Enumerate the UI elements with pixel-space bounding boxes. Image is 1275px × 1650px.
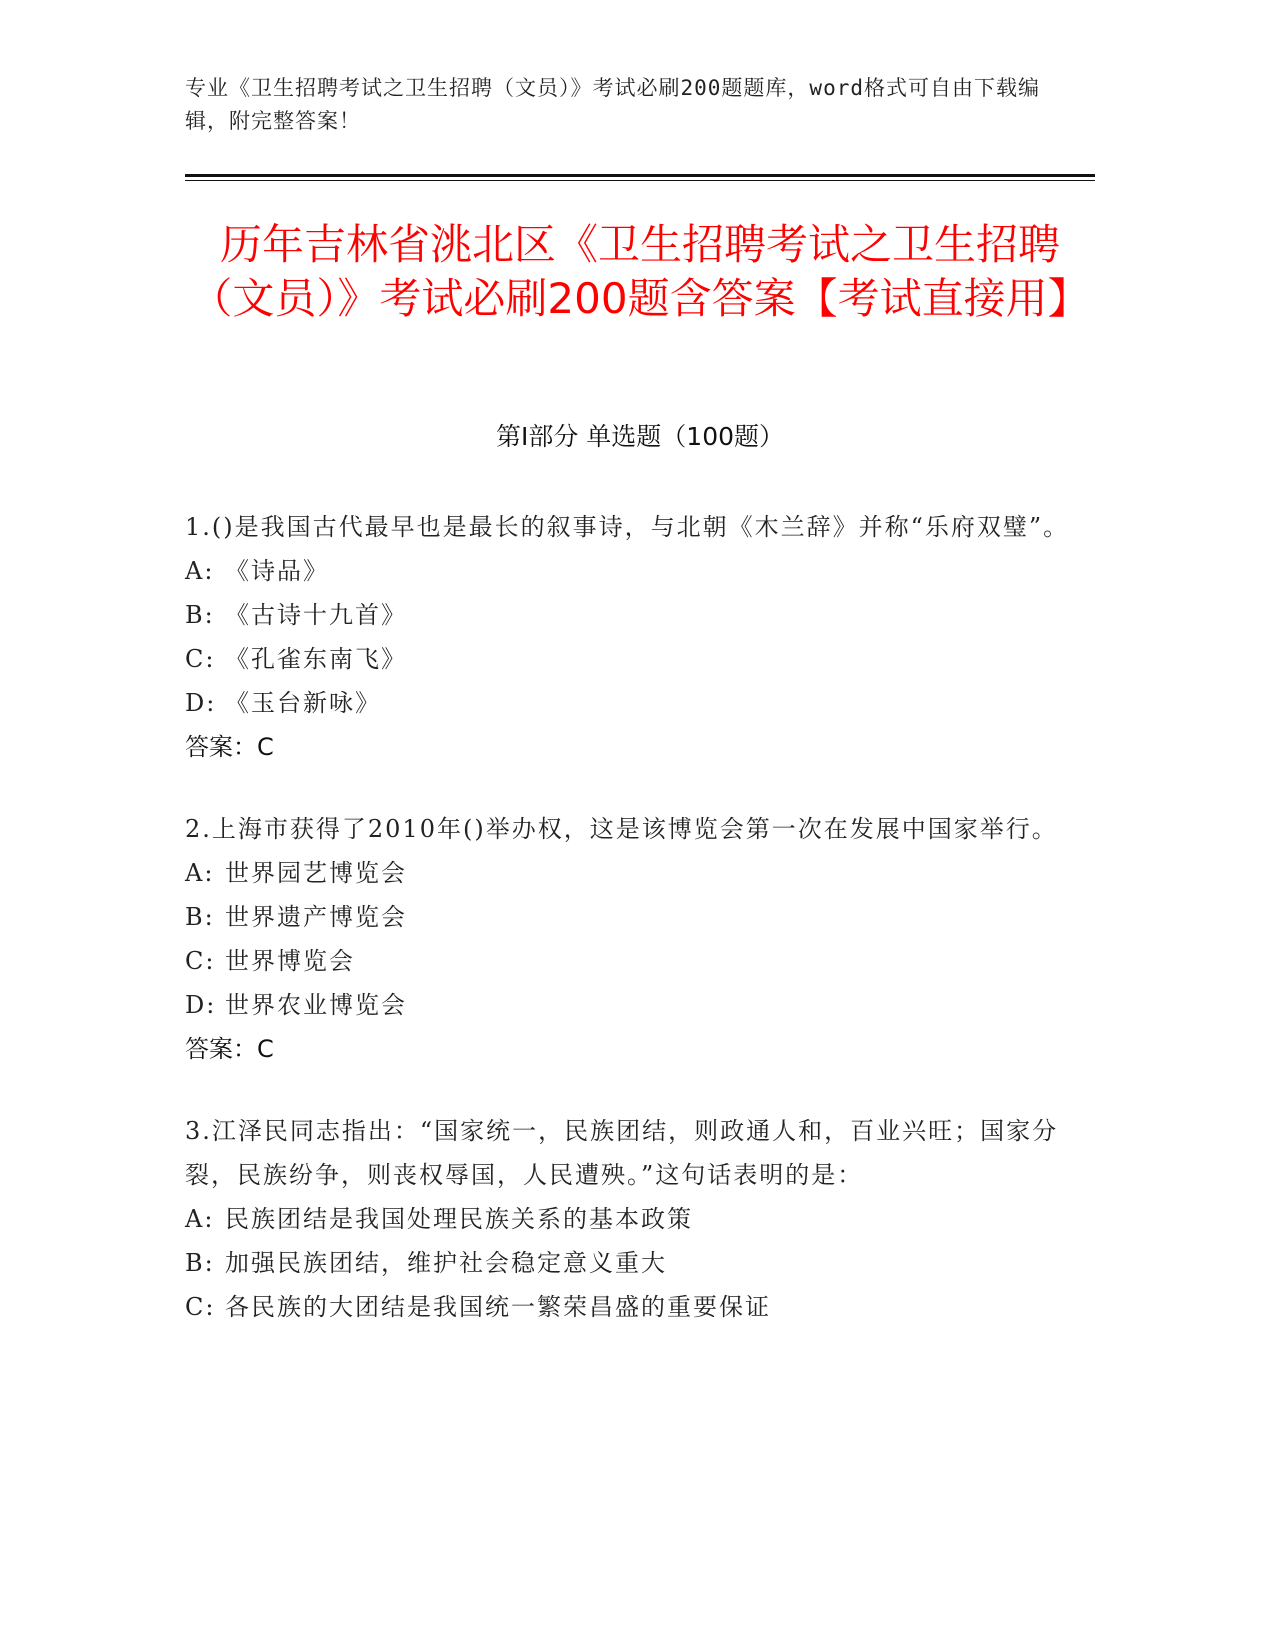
option-text: 《诗品》 [225,557,329,585]
answer-line: 答案：C [185,733,274,761]
section-title: 第I部分 单选题（100题） [495,422,785,451]
option-text: 加强民族团结，维护社会稳定意义重大 [225,1249,667,1277]
question-2 [185,807,1085,1071]
option-key: D: [185,689,217,717]
option-key: C: [185,1293,216,1321]
option-key: A: [185,1205,215,1233]
option-key: B: [185,601,215,629]
option-c [185,939,1085,983]
option-key: C: [185,645,216,673]
option-c [185,1285,1085,1329]
option-key: C: [185,947,216,975]
option-key: A: [185,557,215,585]
option-text: 《孔雀东南飞》 [225,645,407,673]
document-title: 历年吉林省洮北区《卫生招聘考试之卫生招聘（文员）》考试必刷200题含答案【考试直接用】 [190,220,1090,323]
option-a [185,549,1085,593]
question-stem: 3.江泽民同志指出：“国家统一，民族团结，则政通人和，百业兴旺；国家分裂，民族纷争，则丧权辱国，人民遭殃。”这句话表明的是： [185,1117,1059,1189]
option-a [185,851,1085,895]
header-note: 专业《卫生招聘考试之卫生招聘（文员）》考试必刷200题题库，word格式可自由下载编辑，附完整答案！ [185,76,1040,133]
question-stem: 1.()是我国古代最早也是最长的叙事诗，与北朝《木兰辞》并称“乐府双璧”。 [185,513,1070,541]
option-text: 各民族的大团结是我国统一繁荣昌盛的重要保证 [225,1293,771,1321]
question-3 [185,1109,1085,1329]
option-b [185,593,1085,637]
option-c [185,637,1085,681]
option-key: B: [185,1249,215,1277]
header-rule-thick [185,174,1095,177]
option-a [185,1197,1085,1241]
option-d [185,681,1085,725]
option-text: 民族团结是我国处理民族关系的基本政策 [225,1205,693,1233]
option-text: 世界博览会 [225,947,355,975]
option-text: 《玉台新咏》 [225,689,381,717]
option-b [185,1241,1085,1285]
option-b [185,895,1085,939]
option-text: 世界农业博览会 [225,991,407,1019]
option-key: D: [185,991,217,1019]
option-text: 世界遗产博览会 [225,903,407,931]
option-d [185,983,1085,1027]
option-key: B: [185,903,215,931]
question-1 [185,505,1085,769]
question-stem: 2.上海市获得了2010年()举办权，这是该博览会第一次在发展中国家举行。 [185,815,1058,843]
option-text: 世界园艺博览会 [225,859,407,887]
header-rule-thin [185,180,1095,181]
answer-line: 答案：C [185,1035,274,1063]
option-key: A: [185,859,215,887]
question-list [185,505,1085,1367]
option-text: 《古诗十九首》 [225,601,407,629]
